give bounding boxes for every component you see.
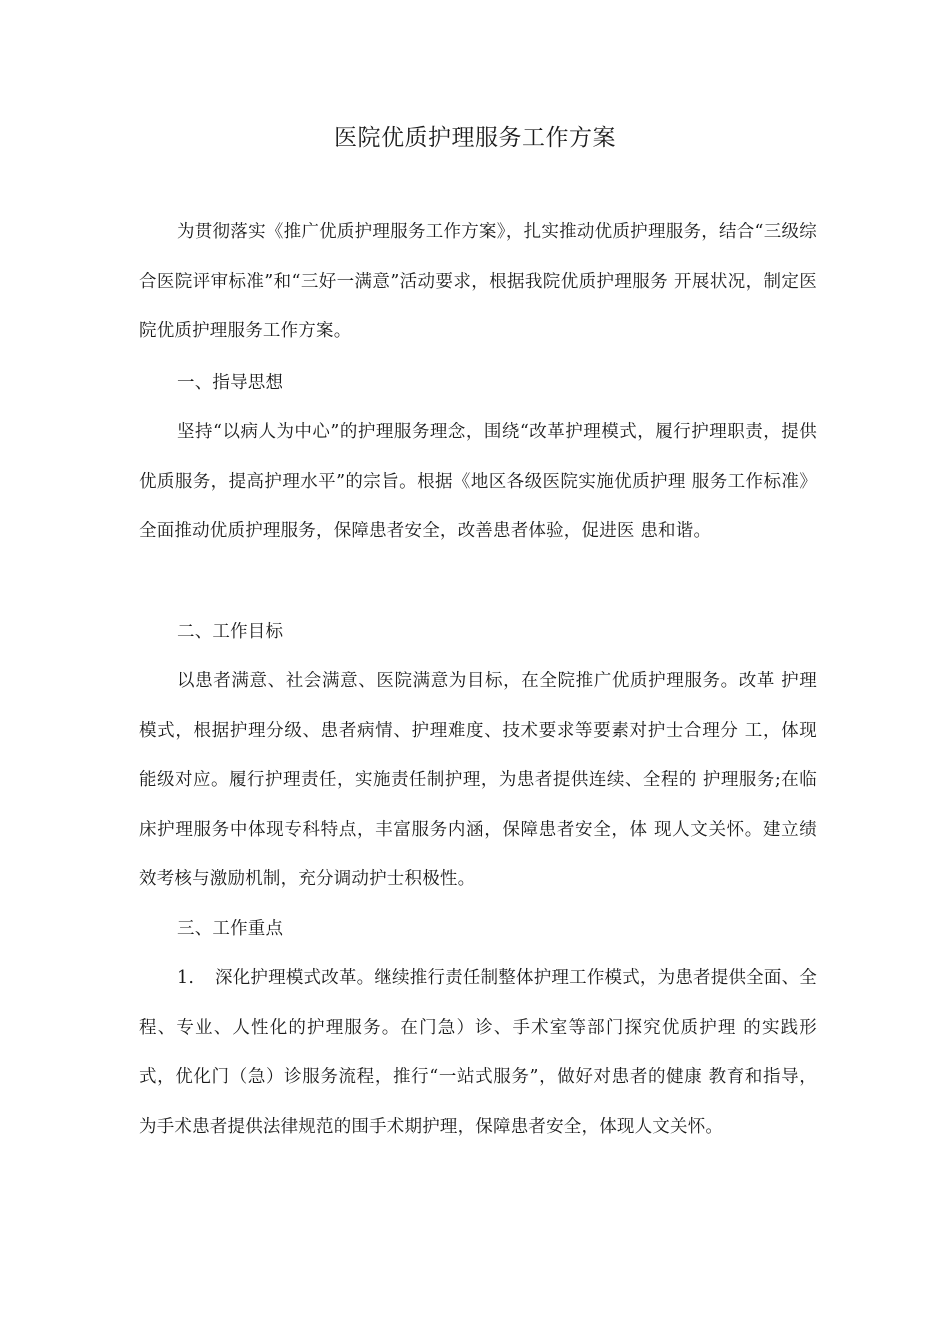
list-item-text: 深化护理模式改革。继续推行责任制整体护理工作模式，为患者提供全面、全程、专业、人性化的护理服务。在门急）诊、手术室等部门探究优质护理 的实践形式，优化门（急）诊服务流程，推行“一站式服务”，做好对患者的健康 教育和指导，为手术患者提供法律规范的围手术期护理，保障患者安全，体现人文关怀。 <box>139 968 817 1137</box>
intro-paragraph: 为贯彻落实《推广优质护理服务工作方案》，扎实推动优质护理服务，结合“三级综合医院评审标准”和“三好一满意”活动要求，根据我院优质护理服务 开展状况，制定医院优质护理服务工作方案。 <box>139 222 817 342</box>
guiding-ideology-paragraph: 坚持“以病人为中心”的护理服务理念，围绕“改革护理模式，履行护理职责，提供优质服务，提高护理水平”的宗旨。根据《地区各级医院实施优质护理 服务工作标准》全面推动优质护理服务，保障患者安全，改善患者体验，促进医 患和谐。 <box>139 422 817 542</box>
section-heading-work-goals: 二、工作目标 <box>177 622 284 642</box>
work-focus-item <box>139 954 817 1152</box>
document-title: 医院优质护理服务工作方案 <box>334 125 616 151</box>
section-heading-guiding-ideology: 一、指导思想 <box>177 373 284 393</box>
section-heading-work-focus: 三、工作重点 <box>177 919 284 939</box>
list-item-number: 1. <box>177 968 195 988</box>
work-goals-paragraph: 以患者满意、社会满意、医院满意为目标，在全院推广优质护理服务。改革 护理模式，根据护理分级、患者病情、护理难度、技术要求等要素对护士合理分 工，体现能级对应。履行护理责任，实施责任制护理，为患者提供连续、全程的 护理服务;在临床护理服务中体现专科特点，丰富服务内涵，保障患者安全，体 现人文关怀。建立绩效考核与激励机制，充分调动护士积极性。 <box>139 671 817 890</box>
